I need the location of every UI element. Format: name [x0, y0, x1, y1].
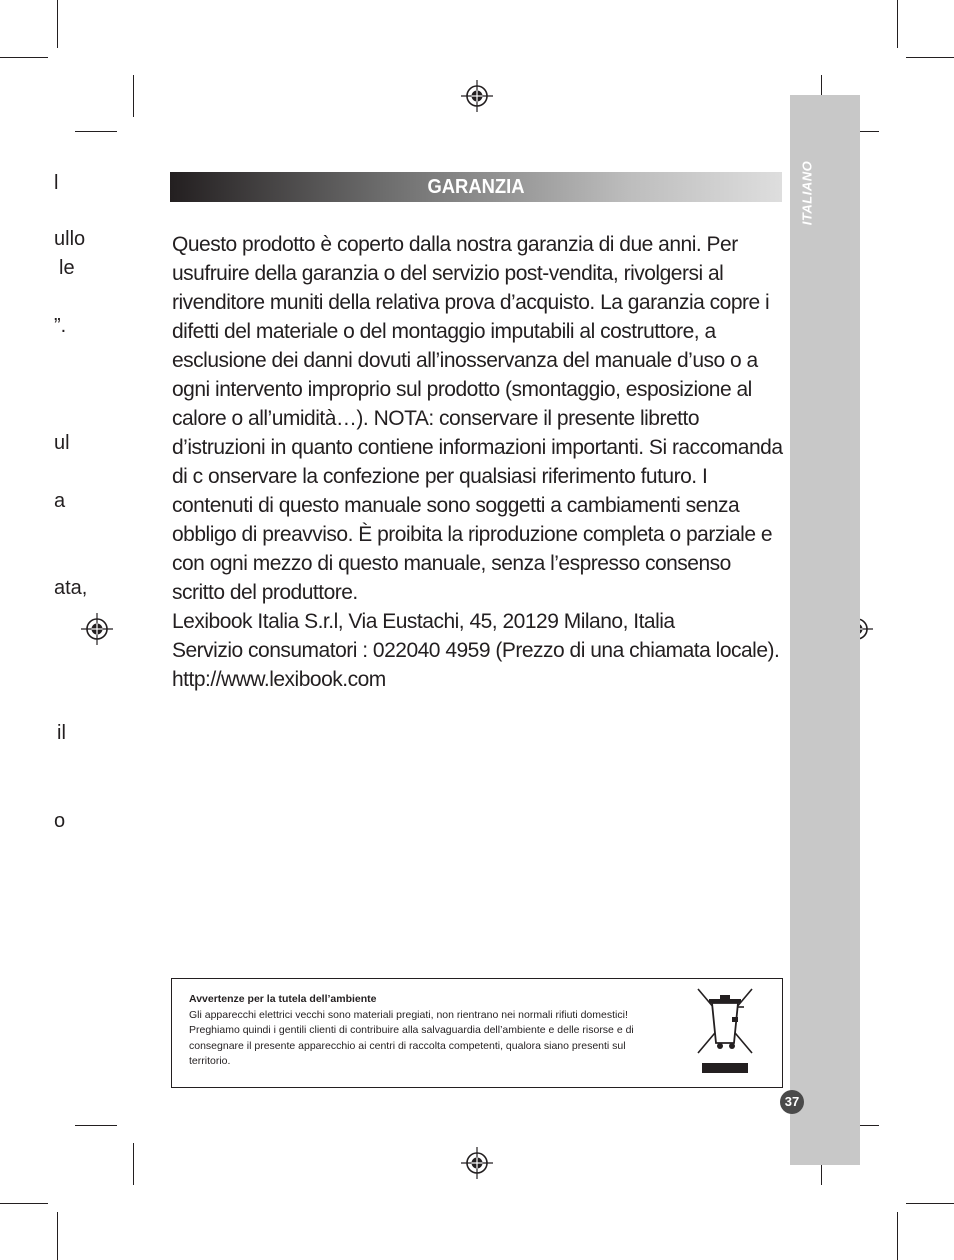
crop-mark	[75, 1125, 117, 1126]
crop-mark	[906, 1203, 954, 1204]
left-page-fragment: le	[59, 257, 75, 279]
section-title: GARANZIA	[427, 176, 525, 198]
crop-mark	[897, 1212, 898, 1260]
environment-notice	[171, 978, 783, 1088]
crop-mark	[57, 1212, 58, 1260]
left-page-fragment: l	[54, 172, 59, 194]
crossed-out-wheelie-bin-icon	[696, 987, 754, 1075]
left-page-fragment: ul	[54, 432, 70, 454]
environment-notice-text	[189, 992, 659, 1070]
language-sidebar	[790, 95, 860, 1165]
crop-mark	[897, 0, 898, 48]
crop-mark	[906, 57, 954, 58]
warranty-paragraph: Questo prodotto è coperto dalla nostra garanzia di due anni. Per usufruire della garanzia o del servizio post-vendita, rivolgersi al rivenditore muniti della relativa prova d’acquisto. La garanzia copre i difetti del materiale o del montaggio imputabili al costruttore, a esclusione dei danni dovuti all’inosservanza del manuale d’uso o a ogni intervento improprio sul prodotto (smontaggio, esposizione al calore o all’umidità…). NOTA: conservare il presente libretto d’istruzioni in quanto contiene informazioni importanti. Si raccomanda di c onservare la confezione per qualsiasi riferimento futuro. I contenuti di questo manuale sono soggetti a cambiamenti senza obbligo di preavviso. È proibita la riproduzione completa o parziale e con ogni mezzo di questo manuale, senza l’espresso consenso scritto del produttore.	[172, 233, 783, 604]
warranty-text	[172, 230, 784, 694]
page-number: 37	[780, 1090, 804, 1114]
environment-notice-title: Avvertenze per la tutela dell’ambiente	[189, 993, 377, 1005]
registration-mark-icon	[461, 1147, 493, 1179]
left-page-fragment: o	[54, 810, 66, 832]
crop-mark	[0, 57, 48, 58]
left-page-fragment: a	[54, 490, 66, 512]
registration-mark-icon	[461, 80, 493, 112]
crop-mark	[57, 0, 58, 48]
language-label	[795, 155, 819, 230]
crop-mark	[75, 131, 117, 132]
language-label-text: ITALIANO	[799, 160, 815, 225]
company-address: Lexibook Italia S.r.l, Via Eustachi, 45, 20129 Milano, Italia	[172, 610, 675, 633]
left-page-fragment: ”.	[54, 315, 67, 337]
customer-service: Servizio consumatori : 022040 4959 (Prezzo di una chiamata locale).	[172, 639, 780, 662]
left-page-fragment: il	[57, 722, 66, 744]
crop-mark	[0, 1203, 48, 1204]
section-title-bar	[170, 172, 782, 202]
crop-mark	[133, 75, 134, 117]
left-page-fragment: ata,	[54, 577, 88, 599]
left-page-fragment: ullo	[54, 228, 86, 250]
crop-mark	[133, 1143, 134, 1185]
environment-notice-body: Gli apparecchi elettrici vecchi sono materiali pregiati, non rientrano nei normali rifiuti domestici! Preghiamo quindi i gentili clienti di contribuire alla salvaguardia dell’ambiente e delle risorse e di consegnare il presente apparecchio ai centri di raccolta competenti, qualora siano presenti sul territorio.	[189, 1008, 634, 1067]
registration-mark-icon	[81, 613, 113, 645]
website-link[interactable]: http://www.lexibook.com	[172, 668, 386, 691]
